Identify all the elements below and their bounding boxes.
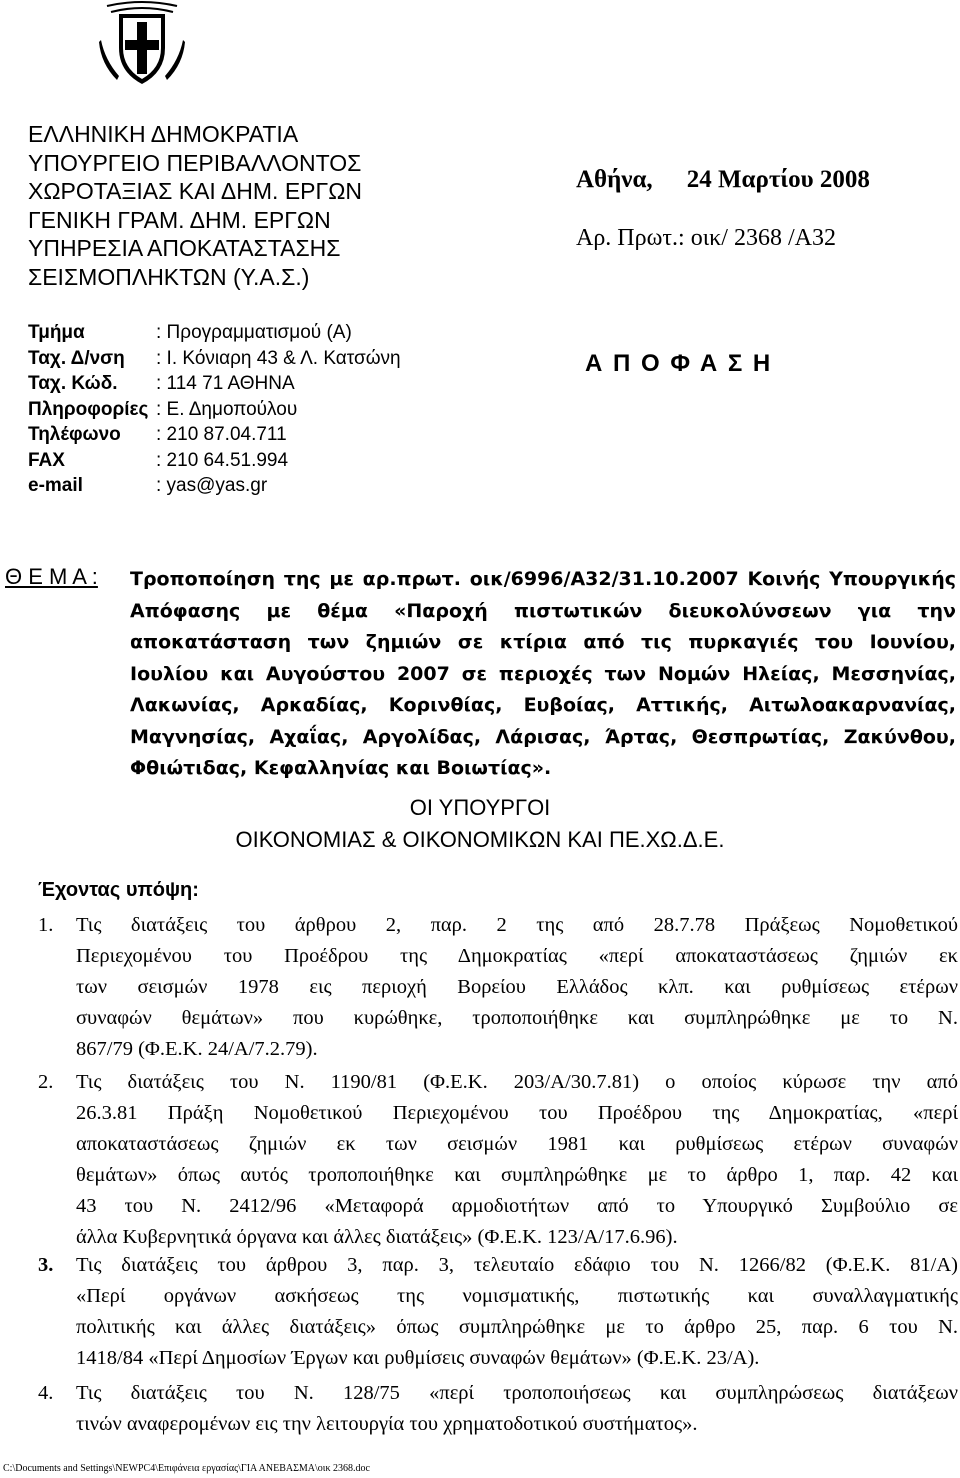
item-line: Περιεχομένου του Προέδρου της Δημοκρατίας «περί αποκαταστάσεως ζημιών εκ — [76, 945, 958, 967]
item-line: Τις διατάξεις του Ν. 128/75 «περί τροποποιήσεως και συμπληρώσεως διατάξεων — [76, 1382, 958, 1404]
contact-value: : Προγραμματισμού (Α) — [156, 322, 352, 343]
place: Αθήνα, — [576, 166, 653, 193]
subject-line: Τροποποίηση της με αρ.πρωτ. οικ/6996/Α32/31.10.2007 Κοινής Υπουργικής — [130, 568, 956, 590]
place-date — [576, 166, 870, 194]
ministry-line: ΕΛΛΗΝΙΚΗ ΔΗΜΟΚΡΑΤΙΑ — [28, 121, 299, 147]
subject-line: αποκατάσταση των ζημιών σε κτίρια από τις πυρκαγιές του Ιουνίου, — [130, 631, 956, 653]
ministry-line: ΥΠΟΥΡΓΕΙΟ ΠΕΡΙΒΑΛΛΟΝΤΟΣ — [28, 149, 362, 176]
subject-line: Λακωνίας, Αρκαδίας, Κορινθίας, Ευβοίας, Αττικής, Αιτωλοακαρνανίας, — [130, 694, 956, 716]
subject-label-text: Θ Ε Μ Α : — [5, 564, 98, 589]
ministry-line: ΥΠΗΡΕΣΙΑ ΑΠΟΚΑΤΑΣΤΑΣΗΣ — [28, 235, 341, 261]
subject-text — [130, 564, 956, 785]
item-line: 43 του Ν. 2412/96 «Μεταφορά αρμοδιοτήτων από το Υπουργικό Συμβούλιο σε — [76, 1195, 958, 1217]
ministry-header — [28, 120, 362, 291]
item-text — [76, 1250, 958, 1374]
subject-line: Απόφασης με θέμα «Παροχή πιστωτικών διευκολύνσεων για την — [130, 599, 956, 622]
item-text — [76, 1067, 958, 1253]
contact-label: Τμήμα — [28, 322, 85, 343]
subject-line: Ιουλίου και Αυγούστου 2007 σε περιοχές των Νομών Ηλείας, Μεσσηνίας, — [130, 662, 956, 685]
ministers-line-2: ΟΙΚΟΝΟΜΙΑΣ & ΟΙΚΟΝΟΜΙΚΩΝ ΚΑΙ ΠΕ.ΧΩ.Δ.Ε. — [235, 827, 725, 852]
considering-heading: Έχοντας υπόψη: — [38, 879, 199, 901]
ministry-line: ΣΕΙΣΜΟΠΛΗΚΤΩΝ (Υ.Α.Σ.) — [28, 263, 310, 290]
ministers-line-1: ΟΙ ΥΠΟΥΡΓΟΙ — [409, 795, 551, 820]
subject-line: Φθιώτιδας, Κεφαλληνίας και Βοιωτίας». — [130, 757, 552, 779]
contact-value: : 210 64.51.994 — [156, 449, 289, 471]
item-line: πολιτικής και άλλες διατάξεις» όπως συμπληρώθηκε με το άρθρο 25, παρ. 6 του Ν. — [76, 1316, 958, 1338]
item-line: Τις διατάξεις του άρθρου 3, παρ. 3, τελευταίο εδάφιο του Ν. 1266/82 (Φ.Ε.Κ. 81/Α) — [76, 1254, 958, 1276]
item-line: 1418/84 «Περί Δημοσίων Έργων και ρυθμίσεις συναφών θεμάτων» (Φ.Ε.Κ. 23/Α). — [76, 1347, 760, 1369]
item-line: Τις διατάξεις του Ν. 1190/81 (Φ.Ε.Κ. 203/Α/30.7.81) ο οποίος κύρωσε την από — [76, 1071, 958, 1093]
contact-value: : yas@yas.gr — [156, 475, 268, 496]
item-line: τινών αναφερομένων εις την λειτουργία του χρηματοδοτικού συστήματος». — [76, 1413, 698, 1435]
item-line: 867/79 (Φ.Ε.Κ. 24/Α/7.2.79). — [76, 1038, 318, 1060]
item-number: 1. — [38, 914, 54, 936]
item-number: 4. — [38, 1382, 54, 1404]
item-line: των σεισμών 1978 εις περιοχή Βορείου Ελλάδος κλπ. και ρυθμίσεως ετέρων — [76, 976, 958, 998]
item-line: αποκαταστάσεως ζημιών εκ των σεισμών 1981 και ρυθμίσεως ετέρων συναφών — [76, 1133, 958, 1155]
item-line: συναφών θεμάτων» που κυρώθηκε, τροποποιήθηκε και συμπληρώθηκε με το Ν. — [76, 1007, 958, 1029]
item-line: Τις διατάξεις του άρθρου 2, παρ. 2 της από 28.7.78 Πράξεως Νομοθετικού — [76, 914, 958, 936]
contact-label: Ταχ. Δ/νση — [28, 347, 125, 369]
contact-label: Πληροφορίες — [28, 398, 149, 420]
contact-value: : 210 87.04.711 — [156, 424, 287, 445]
item-line: 26.3.81 Πράξη Νομοθετικού Περιεχομένου του Προέδρου της Δημοκρατίας, «περί — [76, 1102, 958, 1124]
contact-label: Τηλέφωνο — [28, 424, 121, 445]
item-number: 3. — [38, 1254, 54, 1276]
date: 24 Μαρτίου 2008 — [686, 166, 870, 193]
protocol-number: Αρ. Πρωτ.: οικ/ 2368 /Α32 — [576, 225, 836, 251]
ministry-line: ΧΩΡΟΤΑΞΙΑΣ ΚΑΙ ΔΗΜ. ΕΡΓΩΝ — [28, 178, 362, 204]
ministry-line: ΓΕΝΙΚΗ ΓΡΑΜ. ΔΗΜ. ΕΡΓΩΝ — [28, 206, 331, 233]
contact-value: : Ε. Δημοπούλου — [156, 398, 298, 420]
contact-value: : Ι. Κόνιαρη 43 & Λ. Κατσώνη — [156, 347, 401, 369]
item-text — [76, 1378, 958, 1440]
item-line: θεμάτων» όπως αυτός τροποποιήθηκε και συμπληρώθηκε με το άρθρο 1, παρ. 42 και — [76, 1164, 958, 1186]
item-line: «Περί οργάνων ασκήσεως της νομισματικής, πιστωτικής και συναλλαγματικής — [76, 1285, 958, 1307]
contact-label: FAX — [28, 449, 65, 471]
item-number: 2. — [38, 1071, 54, 1093]
subject-label — [5, 564, 98, 590]
contact-value: : 114 71 ΑΘΗΝΑ — [156, 373, 295, 394]
ministers-heading — [0, 792, 960, 856]
item-line: άλλα Κυβερνητικά όργανα και άλλες διατάξεις» (Φ.Ε.Κ. 123/Α/17.6.96). — [76, 1226, 678, 1248]
item-text — [76, 910, 958, 1065]
contact-label: e-mail — [28, 475, 83, 496]
subject-line: Μαγνησίας, Αχαΐας, Αργολίδας, Λάρισας, Άρτας, Θεσπρωτίας, Ζακύνθου, — [130, 725, 956, 748]
file-path-footer: C:\Documents and Settings\NEWPC4\Επιφάνεια εργασίας\ΓΙΑ ΑΝΕΒΑΣΜΑ\οικ 2368.doc — [3, 1463, 370, 1474]
decision-title: Α Π Ο Φ Α Σ Η — [585, 350, 773, 377]
greek-emblem-icon — [97, 0, 187, 90]
contact-label: Ταχ. Κώδ. — [28, 373, 118, 394]
